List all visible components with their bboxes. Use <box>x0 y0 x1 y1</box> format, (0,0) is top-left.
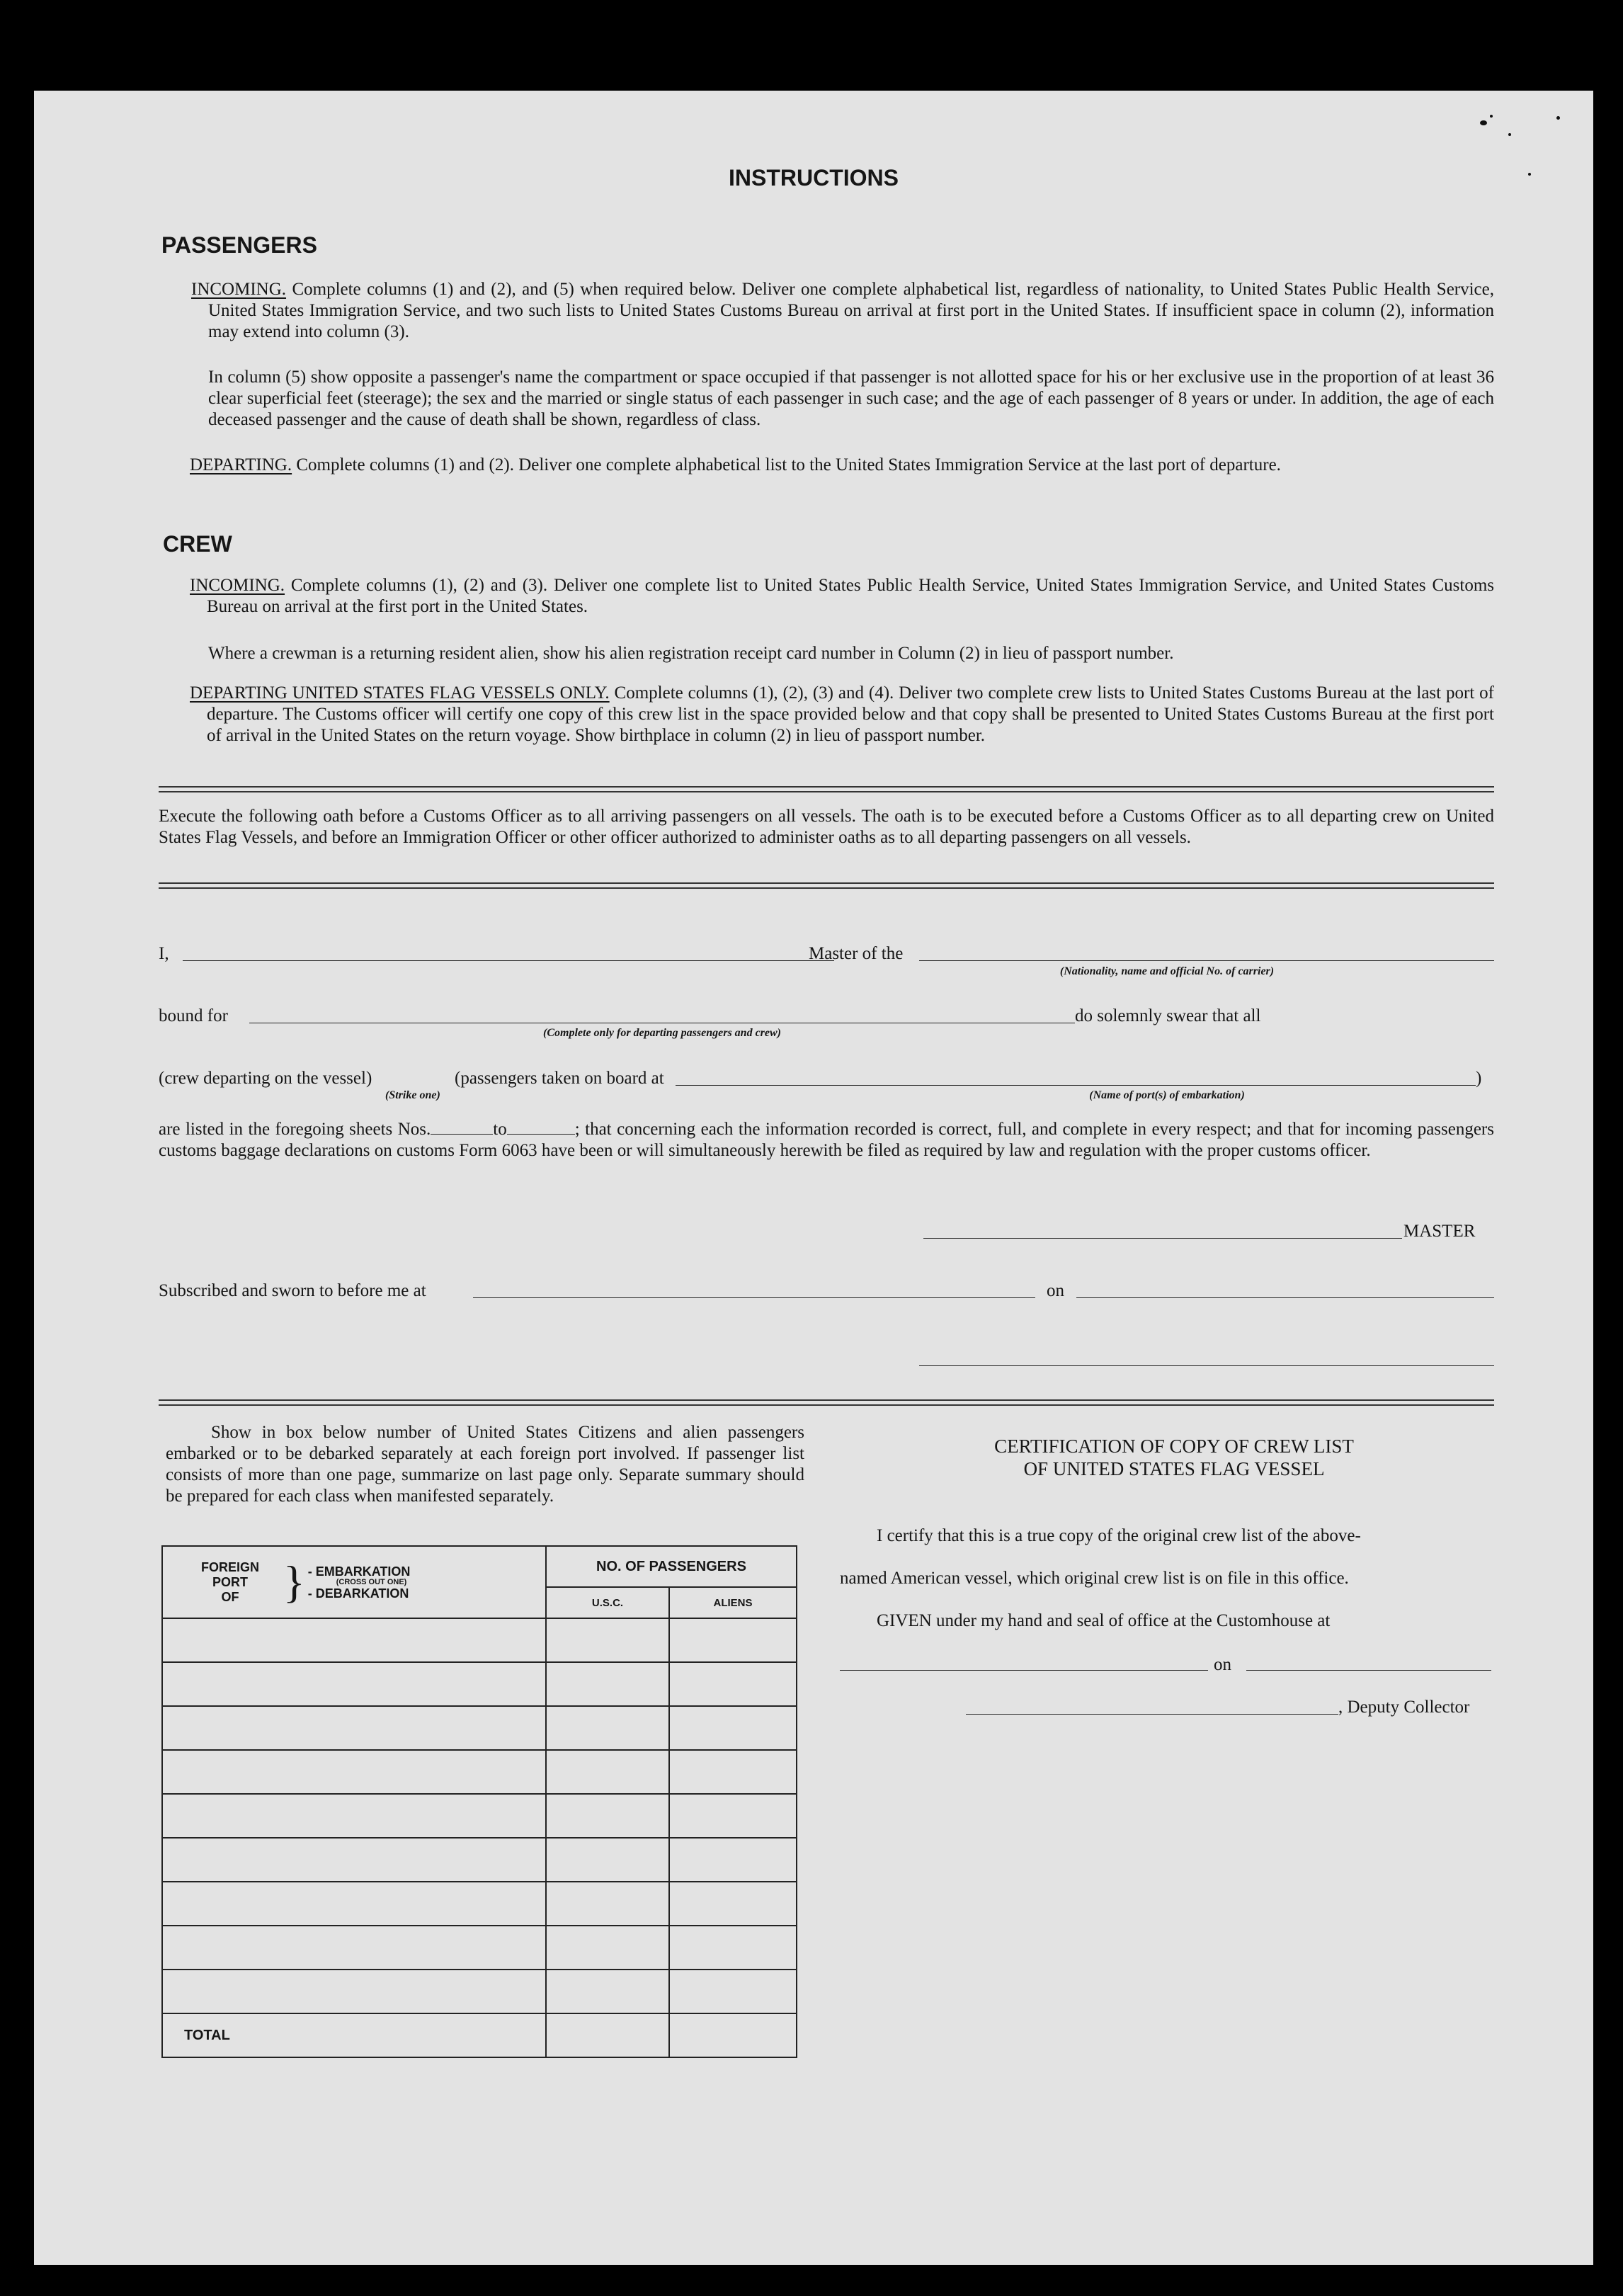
aliens-cell[interactable] <box>669 1882 797 1926</box>
aliens-cell[interactable] <box>669 1926 797 1970</box>
table-row <box>162 1926 797 1970</box>
crew-departing-option[interactable]: (crew departing on the vessel) <box>159 1069 372 1088</box>
port-cell[interactable] <box>162 1750 546 1794</box>
deputy-collector-label: , Deputy Collector <box>1338 1698 1470 1717</box>
to-label: to <box>493 1120 507 1139</box>
listed-paragraph <box>159 1119 1494 1161</box>
carrier-caption: (Nationality, name and official No. of carrier) <box>1059 965 1275 977</box>
debarkation-option[interactable]: - DEBARKATION <box>307 1586 409 1601</box>
embarkation-option[interactable]: - EMBARKATION <box>307 1564 411 1579</box>
table-row <box>162 1750 797 1794</box>
aliens-cell[interactable] <box>669 1662 797 1706</box>
listed-prefix: are listed in the foregoing sheets Nos. <box>159 1120 431 1139</box>
foreign-label: FOREIGN <box>200 1559 259 1574</box>
crew-incoming-label: INCOMING. <box>190 576 285 595</box>
certify-line-2: named American vessel, which original crew list is on file in this office. <box>840 1569 1349 1588</box>
speck-mark <box>1480 120 1487 125</box>
port-cell[interactable] <box>162 1662 546 1706</box>
port-cell[interactable] <box>162 1706 546 1750</box>
speck-mark <box>1508 133 1511 136</box>
table-row <box>162 1970 797 2013</box>
certification-on-label: on <box>1214 1655 1231 1674</box>
usc-cell[interactable] <box>546 1838 669 1882</box>
aliens-cell[interactable] <box>669 1838 797 1882</box>
port-cell[interactable] <box>162 1926 546 1970</box>
total-label: TOTAL <box>162 2013 546 2057</box>
divider-2 <box>159 882 1494 889</box>
port-cell[interactable] <box>162 1794 546 1838</box>
form-page <box>34 91 1593 2265</box>
aliens-cell[interactable] <box>669 1794 797 1838</box>
given-line: GIVEN under my hand and seal of office at the Customhouse at <box>877 1611 1331 1630</box>
port-cell[interactable] <box>162 1882 546 1926</box>
table-row <box>162 1882 797 1926</box>
usc-cell[interactable] <box>546 1794 669 1838</box>
port-cell[interactable] <box>162 1838 546 1882</box>
aliens-header: ALIENS <box>669 1587 797 1618</box>
of-label: OF <box>221 1589 239 1604</box>
oath-instruction: Execute the following oath before a Customs Officer as to all arriving passengers on all vessels. The oath is to be executed before a Customs Officer as to all departing crew on United States Flag Vessels, and before an Immigration Officer or other officer authorized to administer oaths as to all departing passengers on all vessels. <box>159 807 1494 847</box>
crew-heading: CREW <box>163 531 232 557</box>
embarkation-port-line[interactable] <box>676 1085 1476 1086</box>
table-row <box>162 1662 797 1706</box>
port-cell[interactable] <box>162 1618 546 1662</box>
subscribed-date-line[interactable] <box>1076 1297 1494 1298</box>
master-signature-label: MASTER <box>1403 1222 1476 1241</box>
sheet-to-field[interactable] <box>507 1120 575 1135</box>
port-cell[interactable] <box>162 1970 546 2013</box>
carrier-line[interactable] <box>919 960 1494 961</box>
crew-incoming-text: Complete columns (1), (2) and (3). Deliver one complete list to United States Public Health Service, United States Immigration Service, and United States Customs Bureau on arrival at the first port in the United States. <box>207 576 1494 616</box>
usc-header: U.S.C. <box>546 1587 669 1618</box>
summary-instruction: Show in box below number of United States Citizens and alien passengers embarked or to be debarked separately at each foreign port involved. If passenger list consists of more than one page, summarize on last page only. Separate summary should be prepared for each class when manifested separately. <box>166 1423 804 1506</box>
table-row <box>162 1618 797 1662</box>
usc-cell[interactable] <box>546 1662 669 1706</box>
oath-i-label: I, <box>159 944 169 963</box>
port-label: PORT <box>212 1574 248 1589</box>
passenger-summary-table <box>161 1545 797 2058</box>
passengers-incoming-paragraph <box>191 279 1494 343</box>
usc-total-cell[interactable] <box>546 2013 669 2057</box>
master-of-label: Master of the <box>809 944 904 963</box>
sheet-from-field[interactable] <box>431 1120 493 1135</box>
close-paren: ) <box>1476 1069 1482 1088</box>
passengers-taken-option[interactable]: (passengers taken on board at <box>455 1069 664 1088</box>
bound-for-label: bound for <box>159 1006 228 1025</box>
aliens-cell[interactable] <box>669 1706 797 1750</box>
master-signature-line[interactable] <box>923 1238 1402 1239</box>
usc-cell[interactable] <box>546 1926 669 1970</box>
swear-label: do solemnly swear that all <box>1075 1006 1261 1025</box>
embark-debark-labels <box>308 1564 411 1601</box>
passengers-column5-paragraph: In column (5) show opposite a passenger's name the compartment or space occupied if that passenger is not allotted space for his or her exclusive use in the proportion of at least 36 clear superficial feet (steerage); the sex and the married or single status of each passenger in such case; and the age of each passenger of 8 years or under. In addition, the age of each deceased passenger and the cause of death shall be shown, regardless of class. <box>208 368 1494 429</box>
passengers-incoming-label: INCOMING. <box>191 280 287 299</box>
subscribed-label: Subscribed and sworn to before me at <box>159 1281 426 1300</box>
passengers-incoming-text: Complete columns (1) and (2), and (5) when required below. Deliver one complete alphabetical list, regardless of nationality, to United States Public Health Service, United States Immigration Service, and two such lists to United States Customs Bureau on arrival at first port in the United States. If insufficient space in column (2), information may extend into column (3). <box>208 280 1494 341</box>
speck-mark <box>1528 173 1531 176</box>
bound-for-caption: (Complete only for departing passengers and crew) <box>543 1027 781 1039</box>
passengers-departing-label: DEPARTING. <box>190 455 292 474</box>
crew-incoming-paragraph <box>190 575 1494 618</box>
officer-signature-line[interactable] <box>919 1365 1494 1366</box>
table-row <box>162 1706 797 1750</box>
divider-3 <box>159 1399 1494 1406</box>
certification-title-line-1: CERTIFICATION OF COPY OF CREW LIST <box>994 1436 1354 1457</box>
certify-line-1: I certify that this is a true copy of the original crew list of the above- <box>877 1526 1361 1545</box>
speck-mark <box>1556 116 1560 120</box>
divider-1 <box>159 786 1494 792</box>
passengers-departing-paragraph <box>190 455 1494 476</box>
usc-cell[interactable] <box>546 1750 669 1794</box>
no-of-passengers-header: NO. OF PASSENGERS <box>546 1546 797 1587</box>
crew-departing-text: Complete columns (1), (2), (3) and (4). Deliver two complete crew lists to United States Customs Bureau at the last port of departure. The Customs officer will certify one copy of this crew list in the space provided below and that copy shall be presented to United States Customs Bureau at the first port of arrival in the United States on the return voyage. Show birthplace in column (2) in lieu of passport number. <box>207 683 1494 745</box>
port-header-cell <box>162 1546 546 1618</box>
foreign-port-of-label <box>177 1560 283 1605</box>
passengers-departing-text: Complete columns (1) and (2). Deliver one complete alphabetical list to the United States Immigration Service at the last port of departure. <box>292 455 1281 474</box>
table-row <box>162 1838 797 1882</box>
aliens-cell[interactable] <box>669 1750 797 1794</box>
crew-departing-label: DEPARTING UNITED STATES FLAG VESSELS ONLY. <box>190 683 610 703</box>
master-name-line[interactable] <box>183 960 834 961</box>
crew-resident-paragraph: Where a crewman is a returning resident alien, show his alien registration receipt card number in Column (2) in lieu of passport number. <box>208 644 1174 663</box>
customhouse-line[interactable] <box>840 1670 1208 1671</box>
subscribed-on-label: on <box>1047 1281 1064 1300</box>
speck-mark <box>1490 115 1493 118</box>
strike-one-caption: (Strike one) <box>385 1089 440 1101</box>
certification-title <box>848 1435 1500 1480</box>
total-row <box>162 2013 797 2057</box>
certification-date-line[interactable] <box>1246 1670 1491 1671</box>
usc-cell[interactable] <box>546 1970 669 2013</box>
brace-glyph: } <box>283 1557 305 1607</box>
usc-cell[interactable] <box>546 1882 669 1926</box>
aliens-cell[interactable] <box>669 1618 797 1662</box>
aliens-total-cell[interactable] <box>669 2013 797 2057</box>
deputy-signature-line[interactable] <box>966 1714 1338 1715</box>
crew-departing-paragraph <box>190 683 1494 746</box>
embarkation-port-caption: (Name of port(s) of embarkation) <box>1089 1089 1245 1101</box>
aliens-cell[interactable] <box>669 1970 797 2013</box>
subscribed-place-line[interactable] <box>473 1297 1035 1298</box>
usc-cell[interactable] <box>546 1618 669 1662</box>
cross-out-note: (CROSS OUT ONE) <box>336 1577 407 1586</box>
listed-rest: ; that concerning each the information recorded is correct, full, and complete in every respect; and that for incoming passengers customs baggage declarations on customs Form 6063 have been or will simultaneously herewith be filed as required by law and regulation with the proper customs officer. <box>159 1120 1494 1160</box>
table-row <box>162 1794 797 1838</box>
usc-cell[interactable] <box>546 1706 669 1750</box>
page-title: INSTRUCTIONS <box>729 165 899 191</box>
passengers-heading: PASSENGERS <box>161 232 317 258</box>
certification-title-line-2: OF UNITED STATES FLAG VESSEL <box>1023 1458 1325 1479</box>
